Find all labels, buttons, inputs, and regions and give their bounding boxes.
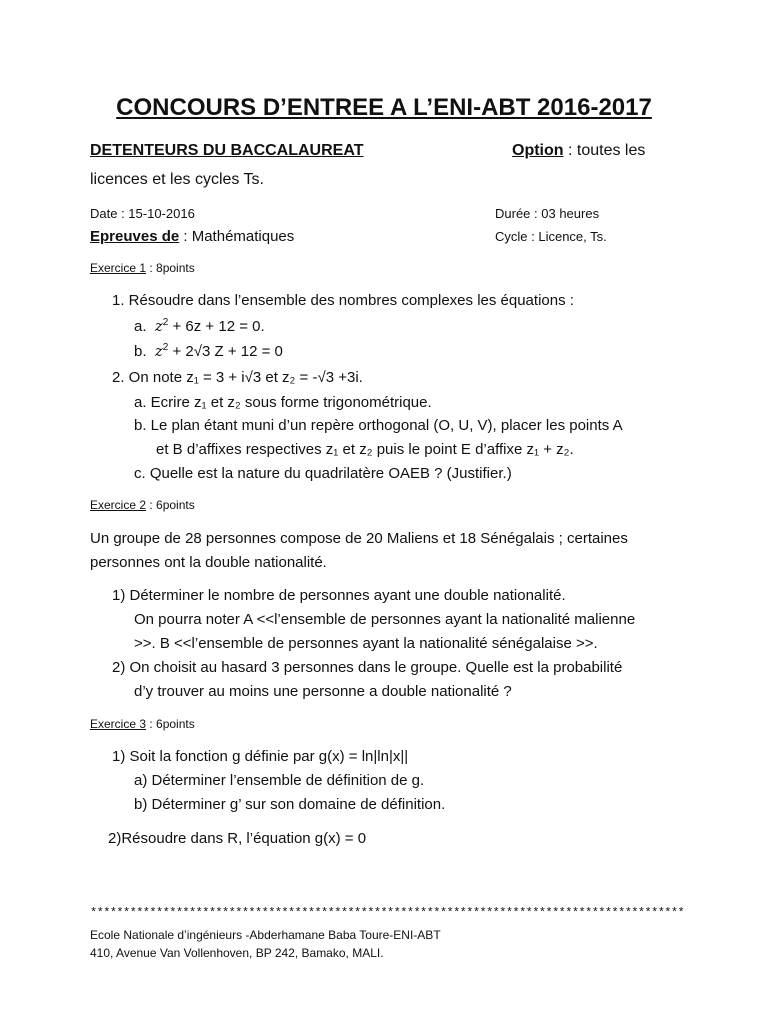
ex1-question-1b bbox=[134, 342, 283, 360]
footer-separator: ****************************************************************************************** bbox=[90, 906, 685, 920]
ex2-question-2-line2: d’y trouver au moins une personne a double nationalité ? bbox=[134, 683, 512, 700]
ex1-q1b-marker: b. bbox=[134, 343, 147, 360]
ex3-question-2: 2)Résoudre dans R, l’équation g(x) = 0 bbox=[108, 830, 367, 847]
ex1-question-2: 2. On note z₁ = 3 + i√3 et z₂ = -√3 +3i. bbox=[112, 369, 363, 386]
ex1-question-1: 1. Résoudre dans l’ensemble des nombres complexes les équations : bbox=[112, 292, 574, 309]
ex1-q1a-rest: + 6z + 12 = 0. bbox=[168, 318, 265, 335]
ex1-question-2b-line2: et B d’affixes respectives z₁ et z₂ puis le point E d’affixe z₁ + z₂. bbox=[156, 441, 574, 458]
ex2-intro-line2: personnes ont la double nationalité. bbox=[90, 554, 327, 571]
footer-school-name: Ecole Nationale d’ingénieurs -Abderhamane Baba Toure-ENI-ABT bbox=[90, 928, 441, 942]
ex1-q1a-variable: z bbox=[154, 317, 163, 335]
section-label: DETENTEURS DU BACCALAUREAT bbox=[90, 142, 364, 159]
ex1-question-1a bbox=[134, 317, 265, 335]
ex3-question-1b: b) Déterminer g’ sur son domaine de définition. bbox=[134, 796, 446, 813]
ex1-q1b-rest: + 2√3 Z + 12 = 0 bbox=[168, 343, 283, 360]
option-continuation: licences et les cycles Ts. bbox=[90, 171, 264, 188]
epreuve-value: : Mathématiques bbox=[179, 228, 295, 245]
exercise-3-label: Exercice 3 bbox=[90, 717, 147, 731]
option-value: : toutes les bbox=[563, 142, 646, 159]
option-label: Option bbox=[512, 142, 564, 159]
ex2-question-1: 1) Déterminer le nombre de personnes ayant une double nationalité. bbox=[112, 587, 566, 604]
ex1-question-2c: c. Quelle est la nature du quadrilatère OAEB ? (Justifier.) bbox=[134, 465, 512, 482]
ex3-question-1a: a) Déterminer l’ensemble de définition de g. bbox=[134, 772, 425, 789]
exercise-3-heading bbox=[90, 717, 195, 731]
ex2-question-2-line1: 2) On choisit au hasard 3 personnes dans le groupe. Quelle est la probabilité bbox=[112, 659, 623, 676]
ex1-question-2a: a. Ecrire z₁ et z₂ sous forme trigonométrique. bbox=[134, 394, 432, 411]
ex1-q1b-variable: z bbox=[154, 342, 163, 360]
exercise-2-points: : 6points bbox=[146, 498, 195, 512]
exercise-1-points: : 8points bbox=[146, 261, 195, 275]
exercise-2-label: Exercice 2 bbox=[90, 498, 147, 512]
exercise-1-heading bbox=[90, 261, 195, 275]
ex1-question-2b-line1: b. Le plan étant muni d’un repère orthogonal (O, U, V), placer les points A bbox=[134, 417, 623, 434]
exercise-1-label: Exercice 1 bbox=[90, 261, 147, 275]
exercise-2-heading bbox=[90, 498, 195, 512]
ex1-q1a-marker: a. bbox=[134, 318, 147, 335]
ex2-question-1-note1: On pourra noter A <<l’ensemble de personnes ayant la nationalité malienne bbox=[134, 611, 636, 628]
exercise-3-points: : 6points bbox=[146, 717, 195, 731]
ex3-question-1: 1) Soit la fonction g définie par g(x) = ln|ln|x|| bbox=[112, 748, 409, 765]
footer-address: 410, Avenue Van Vollenhoven, BP 242, Bamako, MALI. bbox=[90, 946, 384, 960]
ex1-q1a-exponent: 2 bbox=[162, 317, 169, 328]
ex2-question-1-note2: >>. B <<l’ensemble de personnes ayant la nationalité sénégalaise >>. bbox=[134, 635, 598, 652]
exam-duration: Durée : 03 heures bbox=[495, 206, 600, 221]
ex2-intro-line1: Un groupe de 28 personnes compose de 20 Maliens et 18 Sénégalais ; certaines bbox=[90, 530, 628, 547]
epreuve-line bbox=[90, 228, 294, 245]
exam-cycle: Cycle : Licence, Ts. bbox=[495, 229, 607, 244]
epreuve-label: Epreuves de bbox=[90, 228, 180, 245]
option-line bbox=[512, 142, 645, 160]
exam-date: Date : 15-10-2016 bbox=[90, 206, 195, 221]
page-title: CONCOURS D’ENTREE A L’ENI-ABT 2016-2017 bbox=[116, 94, 652, 121]
ex1-q1b-exponent: 2 bbox=[162, 342, 169, 353]
